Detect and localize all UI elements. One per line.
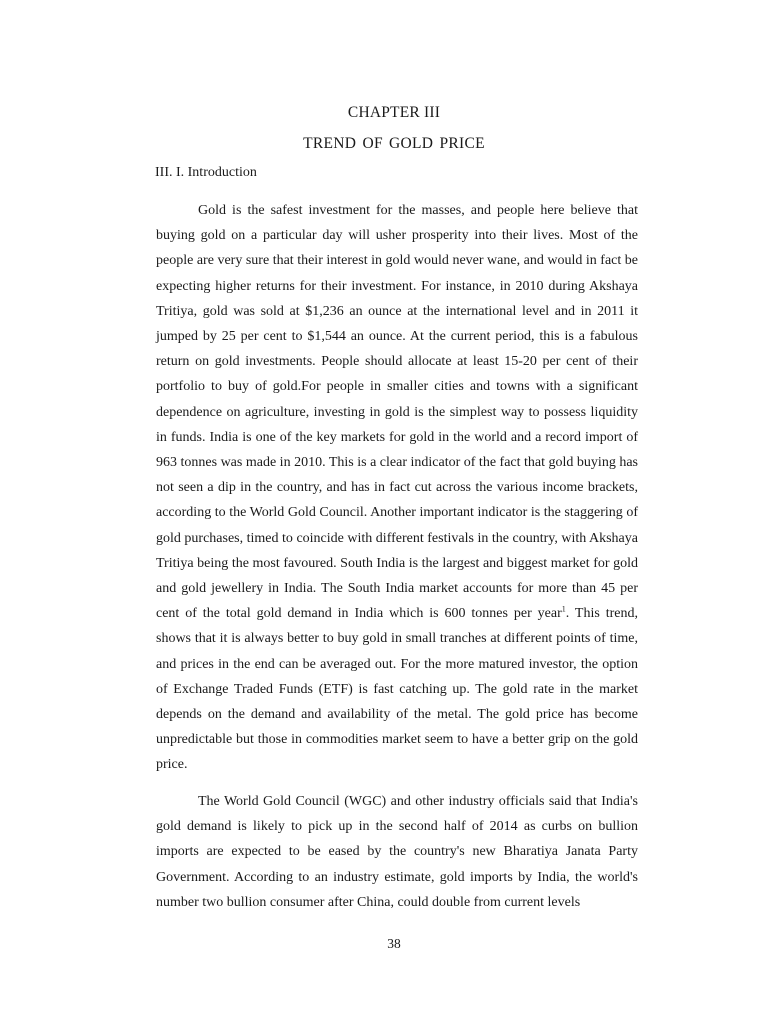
footnote-reference[interactable]: 1 [561,604,566,614]
chapter-title: TREND OF GOLD PRICE [303,135,485,152]
section-heading: III. I. Introduction [155,165,257,180]
paragraph-text-continued: . This trend, shows that it is always better to buy gold in small tranches at different points of time, and prices in the end can be averaged out. For the more matured investor, the option of Exchange Traded Funds (ETF) is fast catching up. The gold rate in the market depends on the demand and availability of the metal. The gold price has become unpredictable but those in commodities market seem to have a better grip on the gold price. [156,606,638,773]
paragraph-text: Gold is the safest investment for the masses, and people here believe that buying gold on a particular day will usher prosperity into their lives. Most of the people are very sure that their interest in gold would never wane, and would in fact be expecting higher returns for their investment. For instance, in 2010 during Akshaya Tritiya, gold was sold at $1,236 an ounce at the international level and in 2011 it jumped by 25 per cent to $1,544 an ounce. At the current period, this is a fabulous return on gold investments. People should allocate at least 15-20 per cent of their portfolio to buy of gold.For people in smaller cities and towns with a significant dependence on agriculture, investing in gold is the simplest way to possess liquidity in funds. India is one of the key markets for gold in the world and a record import of 963 tonnes was made in 2010. This is a clear indicator of the fact that gold buying has not seen a dip in the country, and has in fact cut across the various income brackets, according to the World Gold Council. Another important indicator is the staggering of gold purchases, timed to coincide with different festivals in the country, with Akshaya Tritiya being the most favoured. South India is the largest and biggest market for gold and gold jewellery in India. The South India market accounts for more than 45 per cent of the total gold demand in India which is 600 tonnes per year [156,203,638,622]
chapter-label: CHAPTER III [347,104,441,121]
paragraph-introduction [156,198,638,778]
paragraph-wgc: The World Gold Council (WGC) and other industry officials said that India's gold demand is likely to pick up in the second half of 2014 as curbs on bullion imports are expected to be eased by the country's new Bharatiya Janata Party Government. According to an industry estimate, gold imports by India, the world's number two bullion consumer after China, could double from current levels [156,794,638,910]
page-number: 38 [387,936,401,951]
